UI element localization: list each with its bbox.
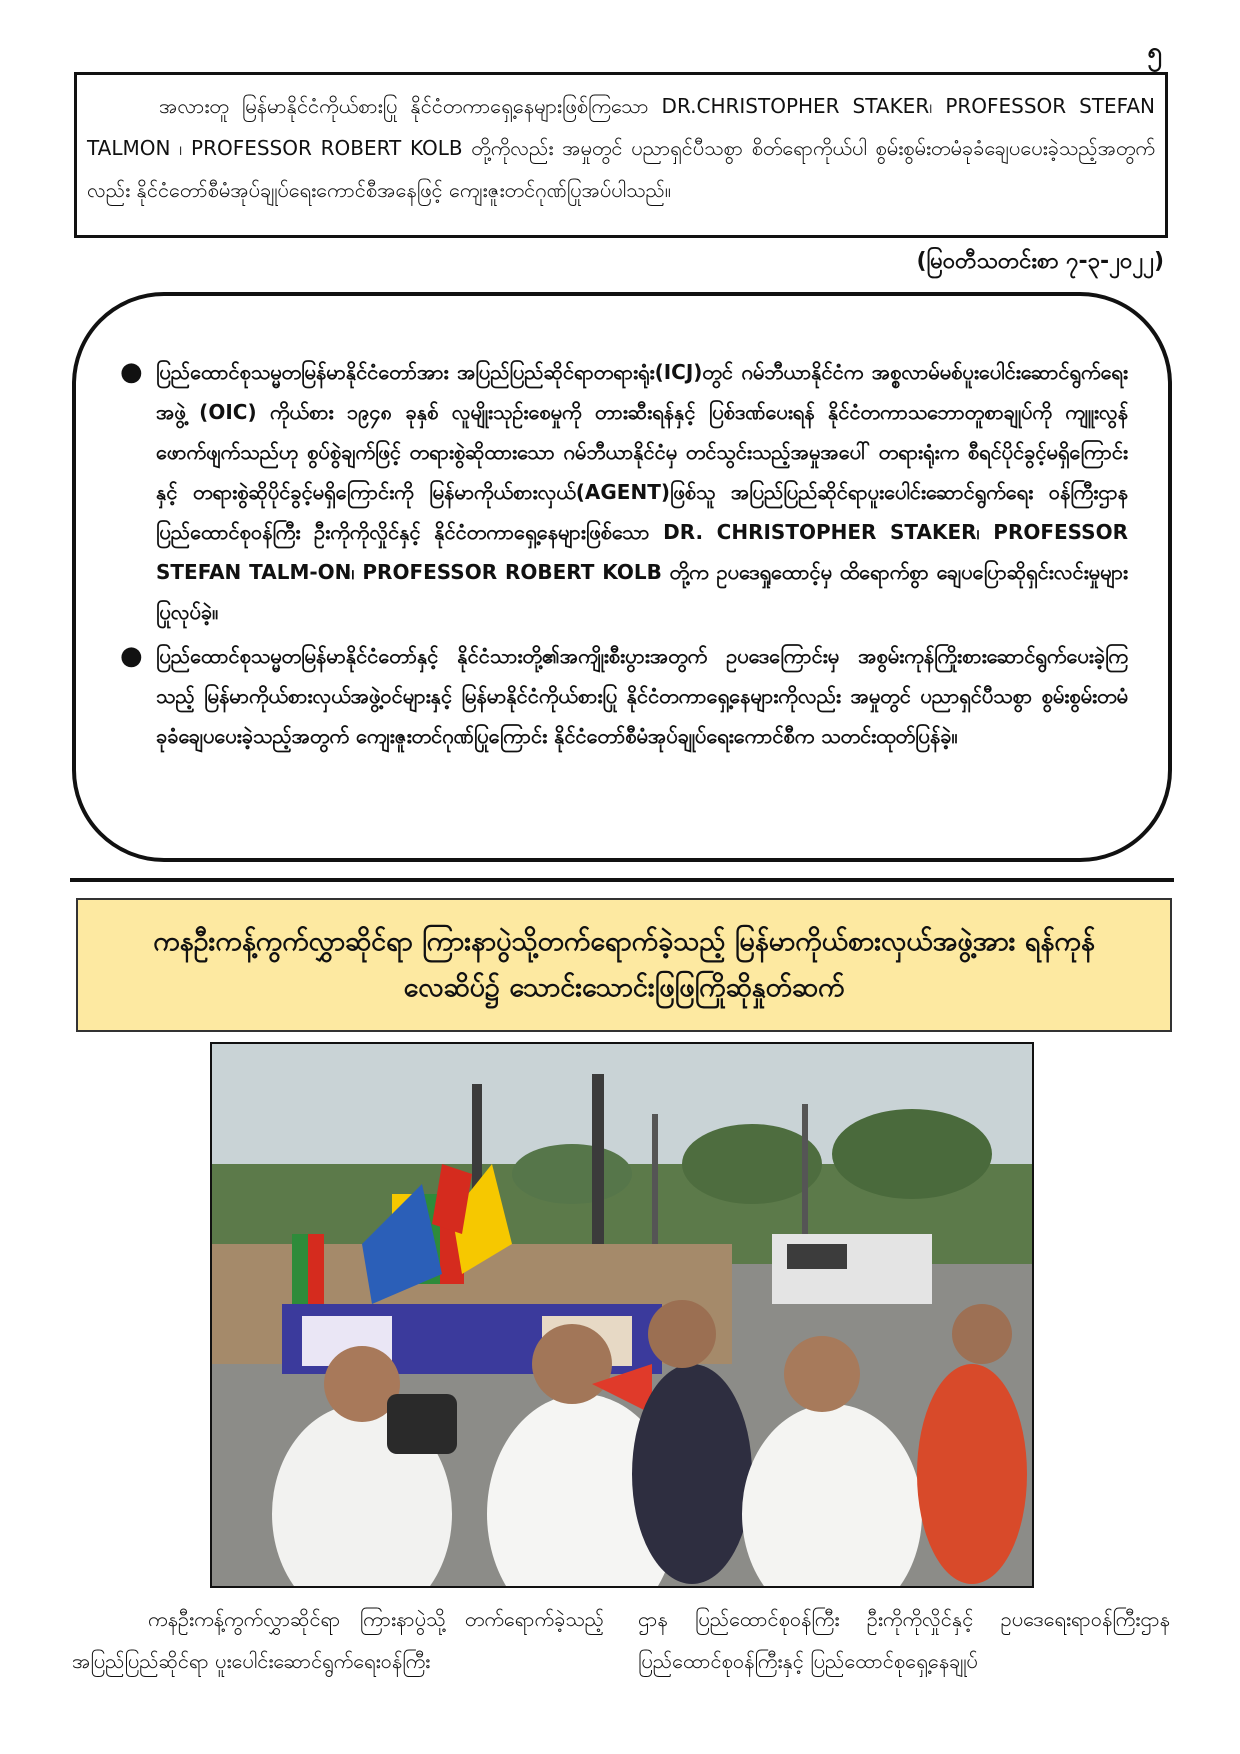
summary-box bbox=[72, 292, 1172, 862]
photo-person bbox=[917, 1364, 1027, 1584]
section-divider bbox=[70, 878, 1174, 882]
photo-flag bbox=[308, 1234, 324, 1304]
bullet-icon: ● bbox=[120, 357, 143, 387]
summary-bullet bbox=[116, 636, 1128, 756]
headline-text: ကနဦးကန့်ကွက်လွှာဆိုင်ရာ ကြားနာပွဲသို့တက်ရောက်ခဲ့သည့် မြန်မာကိုယ်စားလှယ်အဖွဲ့အား ရန်ကုန်လေဆိပ်၌ သောင်းသောင်းဖြဖြကြိုဆိုနှုတ်ဆက် bbox=[153, 926, 1095, 1003]
photo-person-head bbox=[952, 1304, 1012, 1364]
summary-bullet bbox=[116, 352, 1128, 632]
news-photo bbox=[210, 1042, 1034, 1588]
photo-megaphone-speaker bbox=[387, 1394, 457, 1454]
caption-right: ဌာန ပြည်ထောင်စုဝန်ကြီး ဦးကိုကိုလှိုင်နှင့် ဥပဒေရေးရာဝန်ကြီးဌာန ပြည်ထောင်စုဝန်ကြီးနှင့် ပြည်ထောင်စုရှေ့နေချုပ် bbox=[638, 1607, 1170, 1673]
caption-left: ကနဦးကန့်ကွက်လွှာဆိုင်ရာ ကြားနာပွဲသို့ တက်ရောက်ခဲ့သည့် အပြည်ပြည်ဆိုင်ရာ ပူးပေါင်းဆောင်ရွက်ရေးဝန်ကြီး bbox=[72, 1607, 604, 1673]
photo-tree bbox=[832, 1109, 992, 1199]
photo-person bbox=[632, 1364, 752, 1584]
photo-person-head bbox=[532, 1324, 612, 1404]
bullet-icon: ● bbox=[120, 641, 143, 671]
quote-box bbox=[74, 72, 1168, 238]
photo-caption bbox=[72, 1598, 1170, 1682]
photo-person-head bbox=[784, 1336, 860, 1412]
headline-box bbox=[76, 898, 1172, 1032]
summary-bullet-text: ပြည်ထောင်စုသမ္မတမြန်မာနိုင်ငံတော်အား အပြည်ပြည်ဆိုင်ရာတရားရုံး(ICJ)တွင် ဂမ်ဘီယာနိုင်ငံက အစ္စလာမ်မစ်ပူးပေါင်းဆောင်ရွက်ရေးအဖွဲ့ (OIC) ကိုယ်စား ၁၉၄၈ ခုနှစ် လူမျိုးသုဉ်းစေမှုကို တားဆီးရန်နှင့် ပြစ်ဒဏ်ပေးရန် နိုင်ငံတကာသဘောတူစာချုပ်ကို ကျူးလွန်ဖောက်ဖျက်သည်ဟု စွပ်စွဲချက်ဖြင့် တရားစွဲဆိုထားသော ဂမ်ဘီယာနိုင်ငံမှ တင်သွင်းသည့်အမှုအပေါ် တရားရုံးက စီရင်ပိုင်ခွင့်မရှိကြောင်းနှင့် တရားစွဲဆိုပိုင်ခွင့်မရှိကြောင်းကို မြန်မာကိုယ်စားလှယ်(AGENT)ဖြစ်သူ အပြည်ပြည်ဆိုင်ရာပူးပေါင်းဆောင်ရွက်ရေး ဝန်ကြီးဌာန ပြည်ထောင်စုဝန်ကြီး ဦးကိုကိုလှိုင်နှင့် နိုင်ငံတကာရှေ့နေများဖြစ်သော DR. CHRISTOPHER STAKER၊ PROFESSOR STEFAN TALM-ON၊ PROFESSOR ROBERT KOLB တို့က ဥပဒေရှုထောင့်မှ ထိရောက်စွာ ချေပပြောဆိုရှင်းလင်းမှုများ ပြုလုပ်ခဲ့။ bbox=[156, 360, 1128, 624]
photo-tree bbox=[512, 1144, 632, 1204]
photo-van-window bbox=[787, 1244, 847, 1269]
quote-text: အလားတူ မြန်မာနိုင်ငံကိုယ်စားပြု နိုင်ငံတကာရှေ့နေများဖြစ်ကြသော DR.CHRISTOPHER STAKER၊ PROFESSOR STEFAN TALMON ၊ PROFESSOR ROBERT KOLB တို့ကိုလည်း အမှုတွင် ပညာရှင်ပီသစွာ စိတ်ရောကိုယ်ပါ စွမ်းစွမ်းတမံခုခံချေပပေးခဲ့သည့်အတွက်လည်း နိုင်ငံတော်စီမံအုပ်ချုပ်ရေးကောင်စီအနေဖြင့် ကျေးဇူးတင်ဂုဏ်ပြုအပ်ပါသည်။ bbox=[87, 94, 1155, 202]
quote-source: (မြဝတီသတင်းစာ ၇-၃-၂၀၂၂) bbox=[916, 249, 1164, 274]
photo-flag bbox=[292, 1234, 308, 1304]
page-number: ၅ bbox=[1147, 37, 1162, 67]
photo-pole bbox=[592, 1074, 604, 1244]
summary-bullet-text: ပြည်ထောင်စုသမ္မတမြန်မာနိုင်ငံတော်နှင့် နိုင်ငံသားတို့၏အကျိုးစီးပွားအတွက် ဥပဒေကြောင်းမှ အစွမ်းကုန်ကြိုးစားဆောင်ရွက်ပေးခဲ့ကြသည့် မြန်မာကိုယ်စားလှယ်အဖွဲ့ဝင်များနှင့် မြန်မာနိုင်ငံကိုယ်စားပြု နိုင်ငံတကာရှေ့နေများကိုလည်း အမှုတွင် ပညာရှင်ပီသစွာ စွမ်းစွမ်းတမံခုခံချေပပေးခဲ့သည့်အတွက် ကျေးဇူးတင်ဂုဏ်ပြုကြောင်း နိုင်ငံတော်စီမံအုပ်ချုပ်ရေးကောင်စီက သတင်းထုတ်ပြန်ခဲ့။ bbox=[156, 644, 1128, 748]
photo-person-head bbox=[648, 1300, 716, 1368]
photo-pole bbox=[652, 1114, 658, 1264]
photo-tree bbox=[682, 1124, 822, 1204]
